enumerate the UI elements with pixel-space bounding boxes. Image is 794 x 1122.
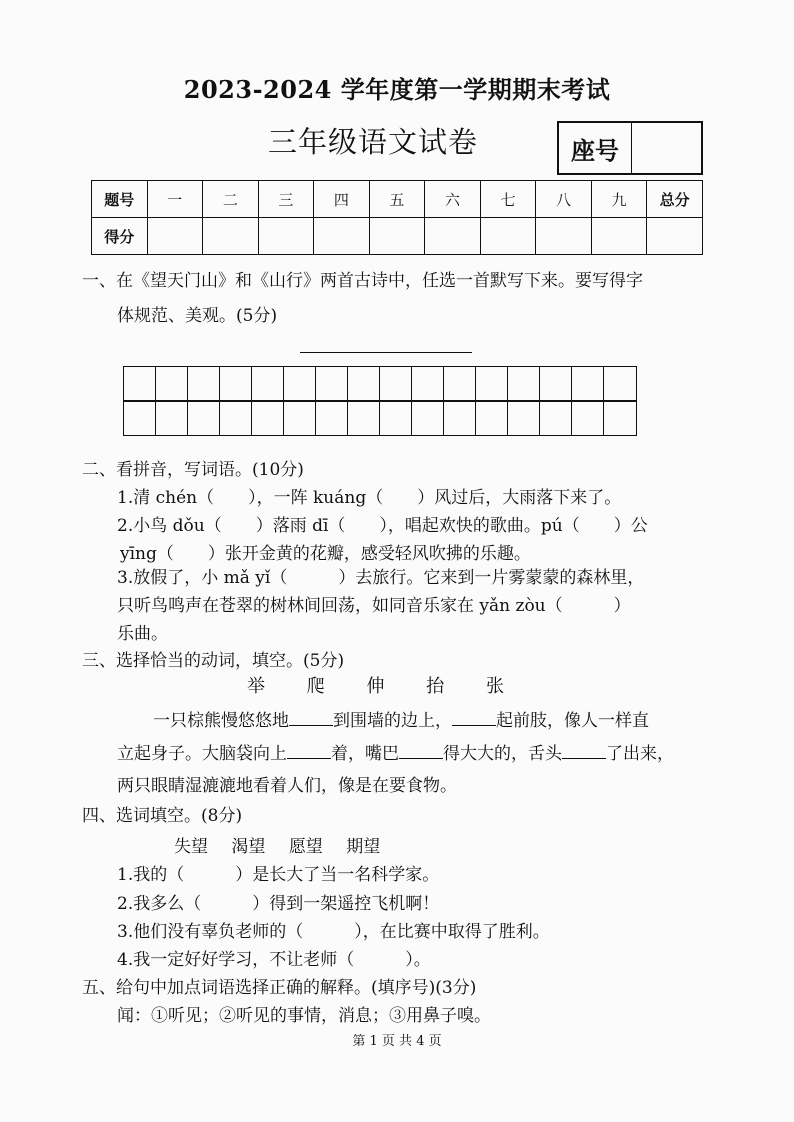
seat-number-box bbox=[557, 121, 703, 175]
score-cell[interactable] bbox=[536, 218, 592, 255]
score-col-6: 六 bbox=[425, 181, 481, 218]
q2-line-1: 1.清 chén（ ），一阵 kuáng（ ）风过后，大雨落下来了。 bbox=[117, 488, 622, 508]
verb-option: 张 bbox=[485, 676, 504, 697]
score-col-8: 八 bbox=[536, 181, 592, 218]
score-col-3: 三 bbox=[258, 181, 314, 218]
q4-word-options bbox=[174, 832, 398, 857]
score-cell[interactable] bbox=[258, 218, 314, 255]
word-option: 失望 bbox=[174, 837, 208, 857]
page-footer: 第 1 页 共 4 页 bbox=[352, 1034, 442, 1049]
fill-blank[interactable] bbox=[399, 744, 443, 759]
fill-blank[interactable] bbox=[287, 744, 331, 759]
score-cell[interactable] bbox=[369, 218, 425, 255]
q4-line-2: 2.我多么（ ）得到一架遥控飞机啊！ bbox=[117, 894, 440, 914]
score-cell[interactable] bbox=[425, 218, 481, 255]
fill-blank[interactable] bbox=[452, 711, 496, 726]
writing-grid-row-1[interactable] bbox=[123, 366, 637, 401]
score-col-2: 二 bbox=[203, 181, 259, 218]
word-option: 渴望 bbox=[231, 837, 266, 857]
verb-option: 抬 bbox=[426, 676, 445, 697]
seat-label: 座号 bbox=[559, 123, 632, 173]
score-table-row-label: 题号 bbox=[92, 181, 148, 218]
q3-paragraph-line-3: 两只眼睛湿漉漉地看着人们，像是在要食物。 bbox=[117, 776, 457, 796]
q2-line-3: yīng（ ）张开金黄的花瓣，感受轻风吹拂的乐趣。 bbox=[120, 544, 531, 564]
q3-heading: 三、选择恰当的动词，填空。(5分) bbox=[82, 651, 345, 671]
q2-line-5: 只听鸟鸣声在苍翠的树林间回荡，如同音乐家在 yǎn zòu（ ） bbox=[117, 596, 631, 616]
q3-verb-options bbox=[247, 672, 540, 698]
verb-option: 伸 bbox=[366, 676, 385, 697]
verb-option: 举 bbox=[247, 676, 265, 697]
q1-line-1: 一、在《望天门山》和《山行》两首古诗中，任选一首默写下来。要写得字 bbox=[82, 271, 643, 291]
score-col-total: 总分 bbox=[647, 181, 703, 218]
q5-heading: 五、给句中加点词语选择正确的解释。(填序号)(3分) bbox=[82, 978, 477, 998]
q1-line-2: 体规范、美观。(5分) bbox=[117, 306, 278, 326]
score-col-9: 九 bbox=[591, 181, 647, 218]
score-col-7: 七 bbox=[480, 181, 536, 218]
q4-heading: 四、选词填空。(8分) bbox=[82, 806, 243, 826]
seat-number-field[interactable] bbox=[632, 123, 701, 173]
score-col-5: 五 bbox=[369, 181, 425, 218]
exam-subtitle: 三年级语文试卷 bbox=[268, 125, 479, 159]
score-table bbox=[91, 180, 703, 255]
score-row-label: 得分 bbox=[92, 218, 148, 255]
q3-paragraph-line-1: 一只棕熊慢悠悠地 到围墙的边上， 起前肢，像人一样直 bbox=[153, 711, 649, 731]
word-option: 愿望 bbox=[288, 837, 323, 857]
score-cell[interactable] bbox=[147, 218, 203, 255]
score-col-4: 四 bbox=[314, 181, 370, 218]
fill-blank[interactable] bbox=[289, 711, 333, 726]
score-cell[interactable] bbox=[314, 218, 370, 255]
poem-title-blank[interactable] bbox=[300, 352, 472, 353]
q5-line-1: 闻：①听见；②听见的事情，消息；③用鼻子嗅。 bbox=[117, 1006, 491, 1026]
score-col-1: 一 bbox=[147, 181, 203, 218]
q2-line-6: 乐曲。 bbox=[117, 624, 168, 644]
q4-line-1: 1.我的（ ）是长大了当一名科学家。 bbox=[117, 865, 440, 885]
q2-line-2: 2.小鸟 dǒu（ ）落雨 dī（ ），唱起欢快的歌曲。pú（ ）公 bbox=[117, 516, 648, 536]
writing-grid-row-2[interactable] bbox=[123, 401, 637, 436]
q2-line-4: 3.放假了，小 mǎ yǐ（ ）去旅行。它来到一片雾蒙蒙的森林里， bbox=[117, 568, 645, 588]
q3-paragraph-line-2: 立起身子。大脑袋向上 着，嘴巴 得大大的，舌头 了出来， bbox=[117, 744, 674, 764]
score-table-score-row bbox=[92, 218, 703, 255]
q4-line-4: 4.我一定好好学习，不让老师（ ）。 bbox=[117, 950, 431, 970]
exam-title: 2023-2024 学年度第一学期期末考试 bbox=[183, 75, 611, 104]
score-cell[interactable] bbox=[203, 218, 259, 255]
q2-heading: 二、看拼音，写词语。(10分) bbox=[82, 460, 304, 480]
q4-line-3: 3.他们没有辜负老师的（ ），在比赛中取得了胜利。 bbox=[117, 922, 550, 942]
score-table-header-row bbox=[92, 181, 703, 218]
score-cell[interactable] bbox=[480, 218, 536, 255]
score-cell-total[interactable] bbox=[647, 218, 703, 255]
score-cell[interactable] bbox=[591, 218, 647, 255]
fill-blank[interactable] bbox=[562, 744, 606, 759]
verb-option: 爬 bbox=[306, 676, 325, 697]
word-option: 期望 bbox=[346, 837, 381, 857]
